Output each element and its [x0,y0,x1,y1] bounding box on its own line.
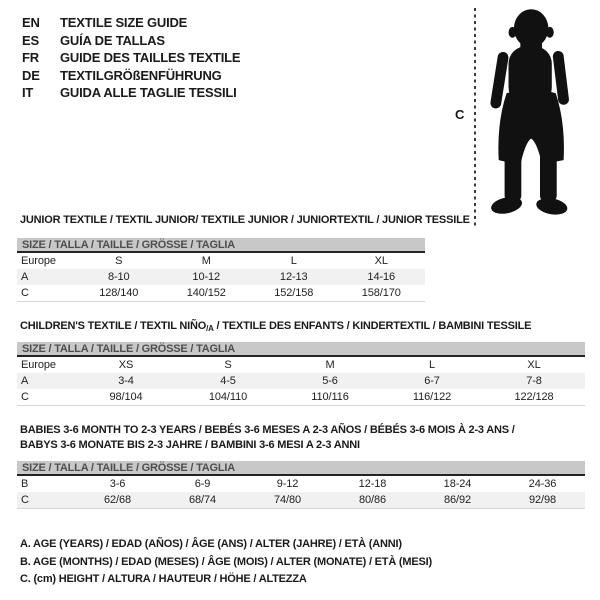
row-label: C [21,494,29,506]
table-cell: 152/158 [274,287,314,299]
table-cell: M [325,359,335,371]
table-cell: 8-10 [107,271,130,283]
row-label: A [21,375,29,387]
section-heading-part: BABIES 3-6 MONTH TO 2-3 YEARS / BEBÉS 3-6 MESES A 2-3 AÑOS / BÉBÉS 3-6 MOIS À 2-3 ANS / [20,424,515,436]
table-cell: L [428,359,436,371]
table-cell: 62/68 [103,494,132,506]
table-row [17,253,425,269]
section-heading-part: /A [206,324,214,333]
language-code: EN [22,15,40,30]
language-title: GUIDA ALLE TAGLIE TESSILI [60,85,237,101]
section-heading [20,319,585,336]
table-rows [17,253,425,302]
language-code: ES [22,32,39,48]
language-title: TEXTILE SIZE GUIDE [60,15,188,30]
toddler-silhouette-image [481,5,599,217]
table-cell: 3-6 [109,478,126,490]
footnotes [20,536,432,589]
table-row [17,357,585,373]
language-row [22,84,240,102]
language-title: GUIDE DES TAILLES TEXTILE [60,50,241,66]
language-row [22,67,240,85]
row-label: Europe [21,255,56,267]
table-rows [17,357,585,406]
table-row [17,373,585,389]
table-row [17,269,425,285]
section-heading-part: CHILDREN'S TEXTILE / TEXTIL NIÑO [20,320,207,332]
section-junior-textile [17,213,470,299]
size-bar-label: SIZE / TALLA / TAILLE / GRÖSSE / TAGLIA [22,239,236,251]
table-cell: 104/110 [208,391,248,403]
height-measure-label: C [455,107,465,122]
table-row [17,476,585,492]
size-bar [17,238,425,253]
table-cell: S [115,255,123,267]
table-cell: 10-12 [192,271,221,283]
table-cell: 122/128 [514,391,554,403]
table-cell: 116/122 [412,391,452,403]
table-cell: 24-36 [528,478,557,490]
row-label: C [21,287,29,299]
size-table [17,461,585,509]
table-cell: 5-6 [322,375,338,387]
section-heading-part: BABYS 3-6 MONATE BIS 2-3 JAHRE / BAMBINI 3-6 MESI A 2-3 ANNI [20,439,360,451]
table-cell: 80/86 [358,494,387,506]
table-cell: 12-18 [358,478,387,490]
section-babies-textile [17,423,585,506]
table-cell: XS [118,359,134,371]
table-row [17,492,585,508]
table-row [17,389,585,405]
footnote-line: C. (cm) HEIGHT / ALTURA / HAUTEUR / HÖHE / ALTEZZA [20,573,307,585]
language-code: DE [22,67,40,83]
language-title: GUÍA DE TALLAS [60,32,165,48]
size-bar [17,342,585,357]
language-row [22,49,240,67]
size-bar-label: SIZE / TALLA / TAILLE / GRÖSSE / TAGLIA [22,343,236,355]
language-row [22,32,240,50]
row-label: Europe [21,359,56,371]
table-cell: 68/74 [188,494,217,506]
row-label: A [21,271,29,283]
section-heading-part: JUNIOR TEXTILE / TEXTIL JUNIOR/ TEXTILE JUNIOR / JUNIORTEXTIL / JUNIOR TESSILE [20,214,470,226]
section-heading [20,213,470,228]
row-label: B [21,478,29,490]
section-heading [20,423,585,453]
table-cell: 140/152 [186,287,226,299]
table-cell: 74/80 [273,494,302,506]
section-childrens-textile [17,319,585,403]
language-list [22,14,240,102]
table-cell: 14-16 [367,271,396,283]
table-cell: S [224,359,232,371]
table-cell: XL [374,255,388,267]
language-title: TEXTILGRÖßENFÜHRUNG [60,67,222,83]
table-cell: L [290,255,297,267]
size-table [17,238,425,302]
table-cell: 12-13 [279,271,308,283]
table-cell: 92/98 [528,494,557,506]
size-bar-label: SIZE / TALLA / TAILLE / GRÖSSE / TAGLIA [22,462,236,474]
table-cell: 9-12 [276,478,299,490]
language-code: IT [22,85,34,101]
table-cell: 7-8 [526,375,542,387]
table-rows [17,476,585,509]
table-cell: 110/116 [311,391,349,403]
table-cell: 158/170 [361,287,401,299]
table-row [17,285,425,301]
table-cell: 6-7 [424,375,440,387]
size-bar [17,461,585,476]
table-cell: 86/92 [443,494,472,506]
table-cell: 98/104 [109,391,143,403]
table-cell: 6-9 [194,478,211,490]
section-heading-part: / TEXTILE DES ENFANTS / KINDERTEXTIL / BAMBINI TESSILE [213,320,532,332]
height-measure-dotted-line [474,8,476,226]
table-cell: 128/140 [99,287,139,299]
language-row [22,14,240,32]
language-code: FR [22,50,39,66]
footnote-line: A. AGE (YEARS) / EDAD (AÑOS) / ÂGE (ANS) / ALTER (JAHRE) / ETÀ (ANNI) [20,538,402,550]
size-table [17,342,585,406]
table-cell: XL [527,359,541,371]
footnote-line: B. AGE (MONTHS) / EDAD (MESES) / ÂGE (MOIS) / ALTER (MONATE) / ETÀ (MESI) [20,555,432,568]
row-label: C [21,391,29,403]
table-cell: 4-5 [220,375,236,387]
table-cell: 3-4 [118,375,134,387]
table-cell: M [201,255,211,267]
table-cell: 18-24 [443,478,472,490]
